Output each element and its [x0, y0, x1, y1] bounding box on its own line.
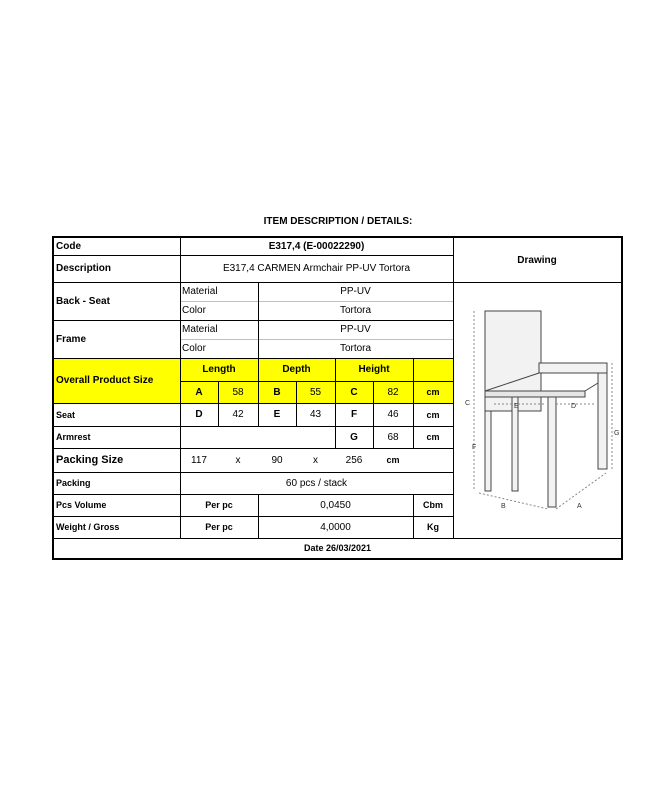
length-header: Length — [180, 358, 258, 381]
drawing-letter-d: D — [571, 403, 577, 410]
drawing-letter-c: C — [465, 400, 471, 407]
dim-a-letter: A — [180, 381, 218, 403]
packing-value: 60 pcs / stack — [285, 477, 348, 489]
dim-e-value: 43 — [309, 409, 322, 420]
packing-size-label: Packing Size — [56, 454, 124, 466]
pcs-volume-value: 0,0450 — [320, 499, 351, 511]
overall-size-label: Overall Product Size — [54, 358, 180, 403]
page-heading: ITEM DESCRIPTION / DETAILS: — [263, 216, 413, 227]
pcs-volume-per: Per pc — [205, 500, 233, 510]
dim-c-letter: C — [335, 381, 373, 403]
packing-width: 90 — [271, 454, 283, 466]
frame-color-label: Color — [182, 343, 206, 354]
description-label: Description — [56, 263, 112, 274]
back-seat-material-label: Material — [182, 286, 218, 297]
armrest-label: Armrest — [56, 432, 91, 442]
code-value: E317,4 (E-00022290) — [268, 241, 365, 252]
dim-c-value: 82 — [373, 381, 413, 403]
dim-b-value: 55 — [296, 381, 335, 403]
dim-g-value: 68 — [387, 431, 399, 443]
seat-unit: cm — [426, 409, 440, 420]
dim-b-letter: B — [258, 381, 296, 403]
dim-d-value: 42 — [232, 409, 244, 420]
frame-material-value: PP-UV — [340, 324, 371, 335]
drawing-label: Drawing — [517, 254, 557, 266]
drawing-letter-a: A — [577, 503, 582, 510]
dim-a-value: 58 — [218, 381, 258, 403]
overall-blank-cell — [413, 358, 453, 381]
dim-d-letter: D — [195, 409, 203, 420]
spec-sheet — [52, 236, 623, 560]
back-seat-material-value: PP-UV — [340, 286, 371, 297]
frame-label: Frame — [56, 333, 87, 345]
dim-g-letter: G — [350, 431, 358, 443]
frame-material-label: Material — [182, 324, 218, 335]
drawing-letter-e: E — [514, 403, 519, 410]
armrest-unit: cm — [426, 432, 440, 442]
packing-times-2: x — [313, 454, 318, 466]
height-header: Height — [335, 358, 413, 381]
packing-length: 117 — [191, 454, 207, 466]
dim-e-letter: E — [273, 409, 281, 420]
back-seat-color-label: Color — [182, 305, 206, 316]
overall-unit: cm — [413, 381, 453, 403]
drawing-letter-b: B — [501, 503, 506, 510]
packing-height: 256 — [345, 454, 363, 466]
frame-color-value: Tortora — [339, 343, 372, 354]
weight-unit: Kg — [427, 522, 439, 532]
chair-drawing — [454, 283, 621, 538]
back-seat-color-value: Tortora — [339, 305, 372, 316]
weight-label: Weight / Gross — [56, 522, 120, 532]
date-footer: Date 26/03/2021 — [303, 543, 372, 553]
back-seat-label: Back - Seat — [56, 295, 110, 307]
description-value: E317,4 CARMEN Armchair PP-UV Tortora — [222, 263, 411, 274]
packing-label: Packing — [56, 478, 91, 488]
drawing-letter-g: G — [614, 430, 620, 437]
code-label: Code — [56, 241, 81, 252]
seat-label: Seat — [56, 409, 76, 420]
weight-per: Per pc — [205, 522, 233, 532]
depth-header: Depth — [258, 358, 335, 381]
pcs-volume-label: Pcs Volume — [56, 500, 107, 510]
weight-value: 4,0000 — [320, 521, 351, 533]
drawing-letter-f: F — [472, 444, 477, 451]
pcs-volume-unit: Cbm — [423, 500, 443, 510]
packing-times-1: x — [235, 454, 241, 466]
dim-f-letter: F — [350, 409, 358, 420]
packing-size-unit: cm — [386, 455, 400, 465]
dim-f-value: 46 — [387, 409, 399, 420]
